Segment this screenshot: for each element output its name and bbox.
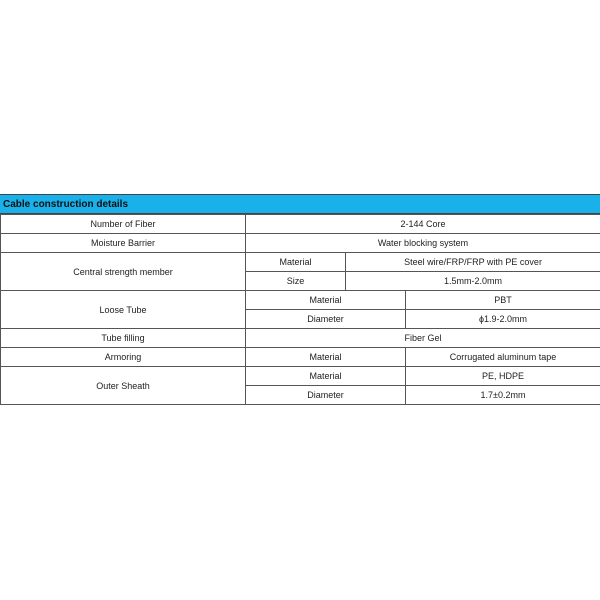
value-moisture-barrier: Water blocking system — [246, 234, 600, 253]
row-label-outer-sheath: Outer Sheath — [1, 367, 246, 405]
table-row — [1, 215, 600, 234]
cable-construction-table — [0, 214, 600, 405]
csm-material-label: Material — [246, 253, 346, 272]
table-title-bar — [0, 194, 600, 214]
csm-size-label: Size — [246, 272, 346, 291]
loose-tube-material-value: PBT — [406, 291, 600, 310]
table-row — [1, 291, 600, 310]
loose-tube-diameter-value: ɸ1.9-2.0mm — [406, 310, 600, 329]
table-title: Cable construction details — [3, 198, 129, 210]
row-label-moisture-barrier: Moisture Barrier — [1, 234, 246, 253]
row-label-number-of-fiber: Number of Fiber — [1, 215, 246, 234]
loose-tube-material-label: Material — [246, 291, 406, 310]
armoring-material-value: Corrugated aluminum tape — [406, 348, 600, 367]
outer-sheath-material-value: PE, HDPE — [406, 367, 600, 386]
table-row — [1, 367, 600, 386]
loose-tube-diameter-label: Diameter — [246, 310, 406, 329]
outer-sheath-diameter-label: Diameter — [246, 386, 406, 405]
table-row — [1, 348, 600, 367]
outer-sheath-diameter-value: 1.7±0.2mm — [406, 386, 600, 405]
csm-size-value: 1.5mm-2.0mm — [346, 272, 600, 291]
value-tube-filling: Fiber Gel — [246, 329, 600, 348]
table-row — [1, 253, 600, 272]
table-row — [1, 234, 600, 253]
row-label-tube-filling: Tube filling — [1, 329, 246, 348]
row-label-loose-tube: Loose Tube — [1, 291, 246, 329]
csm-material-value: Steel wire/FRP/FRP with PE cover — [346, 253, 600, 272]
row-label-central-strength-member: Central strength member — [1, 253, 246, 291]
table-row — [1, 329, 600, 348]
value-number-of-fiber: 2-144 Core — [246, 215, 600, 234]
outer-sheath-material-label: Material — [246, 367, 406, 386]
row-label-armoring: Armoring — [1, 348, 246, 367]
cable-construction-sheet — [0, 194, 600, 405]
armoring-material-label: Material — [246, 348, 406, 367]
